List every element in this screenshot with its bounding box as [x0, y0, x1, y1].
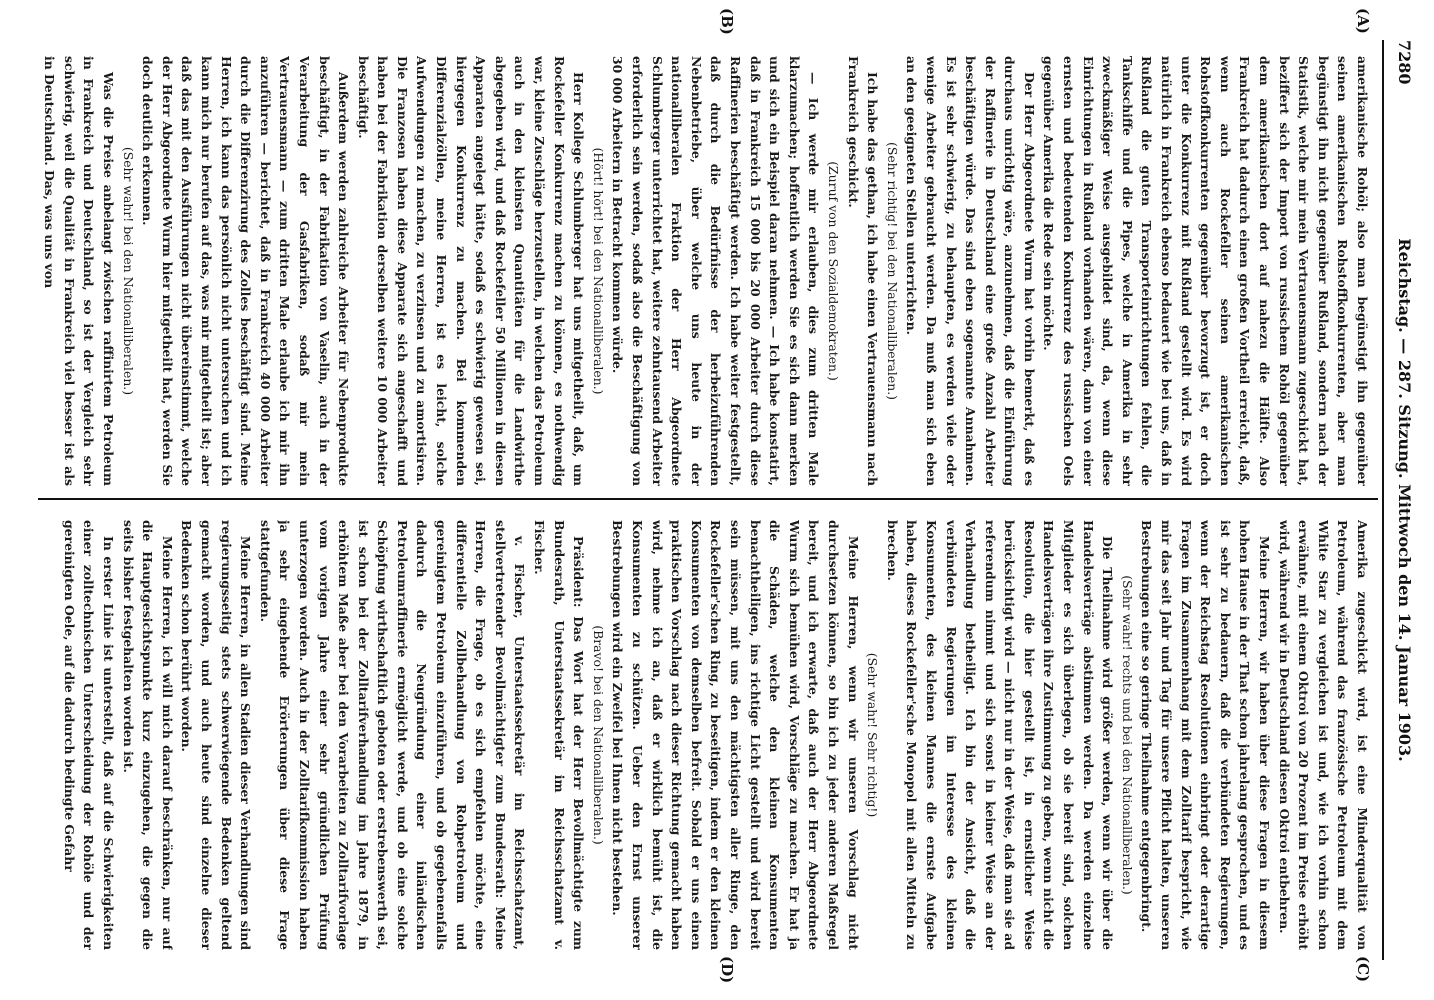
paragraph: Ich habe das gethan, ich habe einen Vertrauensmann nach Frankreich geschickt.	[845, 56, 881, 486]
paragraph: Meine Herren, ich will mich darauf beschränken, nur auf die Hauptgesichtspunkte kurz einzugehen, die gegen die seits bisher festgehalten worden ist.	[120, 520, 175, 950]
paragraph: Meine Herren, in allen Stadien dieser Verhandlungen sind regierungsseitig stets schwerwiegende Bedenken geltend gemacht worden, und auch heute sind einzelne dieser Bedenken schon berührt worden.	[179, 520, 254, 950]
paragraph: amerikanische Rohöl; also man begünstigt ihn gegenüber seinen amerikanischen Rohstoffkonkurrenten, aber man begünstigt ihn nicht gegenüber Rußland, sondern nach der Statistik, welche mir mein Vertrauensmann zugeschickt hat, beziffert sich der Import von russischem Rohöl gegenüber dem amerikanischen dort auf nahezu die Hälfte. Also Frankreich hat dadurch einen großen Vortheil erreicht, daß, wenn auch Rockefeller seinen amerikanischen Rohstoffkonkurrenten gegenüber bevorzugt ist, er doch unter die Konkurrenz mit Rußland gestellt wird. Es wird natürlich in Frankreich ebenso bedauert wie bei uns, daß in Rußland die guten Transporteinrichtungen fehlen, die Tankschiffe und die Pipes, welche in Amerika in sehr zweckmäßiger Weise ausgebildet sind, da, wenn diese Einrichtungen in Rußland vorhanden wären, dann von einer ernsten und bedeutenden Konkurrenz des russischen Oels gegenüber Amerika die Rede sein möchte.	[1041, 56, 1370, 486]
interjection: (Zuruf von den Sozialdemokraten.)	[825, 161, 841, 381]
paragraph: Was die Preise anbelangt zwischen raffinirtem Petroleum in Frankreich und Deutschland, so ist der Vergleich sehr schwierig, weil die Qualität in Frankreich viel besser ist als in Deutschland. Das, was uns von	[42, 56, 116, 486]
paragraph: — Ich werde mir erlauben, dies zum dritten Male klarzumachen; hoffentlich werden Sie es sich dann merken und sich ein Beispiel daran nehmen. — Ich habe konstatirt, daß in Frankreich 15 000 bis 20 000 Arbeiter durch diese Raffinerien beschäftigt werden. Ich habe weiter festgestellt, daß durch die Bedürfnisse der herbeizuführenden Nebenbetriebe, über welche uns heute in der nationalliberalen Fraktion der Herr Abgeordnete Schlumberger unterrichtet hat, weitere zehntausend Arbeiter erforderlich sein werden, sodaß also die Beschäftigung von 30 000 Arbeitern in Betracht kommen würde.	[610, 56, 822, 486]
page-title: Reichstag. — 287. Sitzung. Mittwoch den 14. Januar 1903.	[1395, 238, 1414, 762]
paragraph: Außerdem werden zahlreiche Arbeiter für Nebenprodukte beschäftigt, in der Fabrikation von Vaselin, auch in der Verarbeitung der Gasfabriken, sodaß mir mein Vertrauensmann — zum dritten Male erlaube ich mir ihn anzuführen — berichtet, daß in Frankreich 40 000 Arbeiter durch die Differenzirung des Zolles beschäftigt sind. Meine Herren, ich kann das persönlich nicht untersuchen und ich kann mich nur berufen auf das, was mir mitgetheilt ist; aber daß das mit den Ausführungen nicht übereinstimmt, welche der Herr Abgeordnete Wurm hier mitgetheilt hat, werden Sie doch deutlich erkennen.	[140, 56, 352, 486]
paragraph: v. Fischer, Unterstaatssekretär im Reichsschatzamt, stellvertretender Bevollmächtigter zum Bundesrath: Meine Herren, die Frage, ob es sich empfehlen möchte, eine differentielle Zollbehandlung von Rohpetroleum und gereinigtem Petroleum einzuführen, und ob gegebenenfalls dadurch die Neugründung einer inländischen Petroleumraffinerie ermöglicht werde, und ob eine solche Schöpfung wirthschaftlich geboten oder erstrebenswerth sei, ist schon bei der Zolltarifverhandlung im Jahre 1879, in erhöhtem Maße aber bei den Vorarbeiten zu Zolltarifvorlage vom vorigen Jahre einer sehr gründlichen Prüfung unterzogen worden. Auch in der Zolltarifkommission haben ja sehr eingehende Erörterungen über diese Frage stattgefunden.	[257, 520, 528, 950]
paragraph: In erster Linie ist unterstellt, daß auf die Schwierigkeiten einer zolltechnischen Unterscheidung der Rohöle und der gereinigten Oele, auf die dadurch bedingte Gefahr	[61, 520, 116, 950]
interjection: (Sehr richtig! bei den Nationalliberalen.)	[884, 142, 900, 400]
margin-marker-c: (C)	[1354, 956, 1372, 983]
interjection: (Sehr wahr! Sehr richtig!)	[865, 652, 881, 818]
left-column	[32, 56, 1372, 486]
right-column	[32, 520, 1372, 950]
interjection: (Hört! hört! bei den Nationalliberalen.)	[590, 147, 606, 395]
paragraph: Der Herr Abgeordnete Wurm hat vorhin bemerkt, daß es durchaus unrichtig wäre, anzunehmen, daß die Einführung der Raffinerie in Deutschland eine große Anzahl Arbeiter beschäftigen würde. Das sind eben sogenannte Annahmen. Es ist sehr schwierig, zu behaupten, es werden viele oder wenige Arbeiter gebraucht werden. Da muß man sich eben an den geeigneten Stellen unterrichten.	[904, 56, 1037, 486]
paragraph: Meine Herren, wir haben über diese Fragen in diesem hohen Hause in der That schon jahrelang gesprochen, und es ist sehr zu bedauern, daß die verbündeten Regierungen, wenn der Reichstag Resolutionen einbringt oder derartige Fragen im Zusammenhang mit dem Zolltarif bespricht, wie mir das seit Jahr und Tag für unsere Pflicht halten, unseren Bestrebungen eine so geringe Theilnahme entgegenbringt.	[1139, 520, 1273, 950]
page-header	[1382, 40, 1424, 960]
interjection: (Bravo! bei den Nationalliberalen.)	[590, 625, 606, 845]
interjection: (Sehr wahr! rechts und bei den Nationalliberalen.)	[1119, 575, 1135, 895]
column-divider	[38, 498, 1378, 500]
margin-marker-d: (D)	[718, 956, 736, 984]
margin-marker-b: (B)	[718, 8, 736, 35]
paragraph: Amerika zugeschickt wird, ist eine Minderqualität von Petroleum, während das französische Petroleum mit dem White Star zu vergleichen ist und, wie ich vorhin schon erwähnte, mit einem Oktroi von 20 Prozent im Preise erhöht wird, während wir in Deutschland diesen Oktroi entbehren.	[1276, 520, 1370, 950]
paragraph: Präsident: Das Wort hat der Herr Bevollmächtigte zum Bundesrath, Unterstaatssekretär im Reichsschatzamt v. Fischer.	[532, 520, 587, 950]
paragraph: Herr Kollege Schlumberger hat uns mitgetheilt, daß, um Rockefeller Konkurrenz machen zu können, es nothwendig war, kleine Zuschläge herzustellen, in welchen das Petroleum auch in den kleinsten Quantitäten für die Landwirthe abgegeben wird, und daß Rockefeller 50 Millionen in diesen Apparaten angelegt hätte, sodaß es schwierig gewesen sei, hiergegen Konkurrenz zu machen. Bei kommenden Differenzialzöllen, meine Herren, ist es leicht, solche Aufwendungen zu machen, zu verzinsen und zu amortisiren. Die Franzosen haben diese Apparate sich angeschafft und haben bei der Fabrikation derselben weitere 10 000 Arbeiter beschäftigt.	[355, 56, 587, 486]
page-number: 7280	[1395, 40, 1414, 85]
paragraph: Die Theilnahme wird größer werden, wenn wir über die Handelsverträge abstimmen werden. Da werden einzelne Mitglieder es sich überlegen, ob sie bereit sind, solchen Handelsverträgen ihre Zustimmung zu geben, wenn nicht die Resolution, die hier gestellt ist, in ernstlicher Weise berücksichtigt wird — nicht nur in der Weise, daß man sie ad referendum nimmt und sich sonst in keiner Weise an der Verhandlung betheiligt. Ich bin der Ansicht, daß die verbündeten Regierungen im Interesse des kleinen Konsumenten, des kleinen Mannes die ernste Aufgabe haben, dieses Rockefeller'sche Monopol mit allen Mitteln zu brechen.	[884, 520, 1116, 950]
paragraph: Meine Herren, wenn wir unseren Vorschlag nicht durchsetzen können, so bin ich zu jeder anderen Maßregel bereit, und ich erwarte, daß auch der Herr Abgeordnete Wurm sich bemühen wird, Vorschläge zu machen. Er hat ja die Schäden, welche den kleinen Konsumenten benachtheiligen, ins richtige Licht gestellt und wird bereit sein müssen, mit uns den mächtigsten aller Ringe, den Rockefeller'schen Ring, zu beseitigen, indem er den kleinen Konsumenten von demselben befreit. Sobald er uns einen praktischen Vorschlag nach dieser Richtung gemacht haben wird, nehme ich an, daß er wirklich bemüht ist, die Konsumenten zu schützen. Ueber den Ernst unserer Bestrebungen wird ein Zweifel bei Ihnen nicht bestehen.	[610, 520, 861, 950]
interjection: (Sehr wahr! bei den Nationalliberalen.)	[120, 146, 136, 396]
margin-marker-a: (A)	[1354, 8, 1372, 34]
